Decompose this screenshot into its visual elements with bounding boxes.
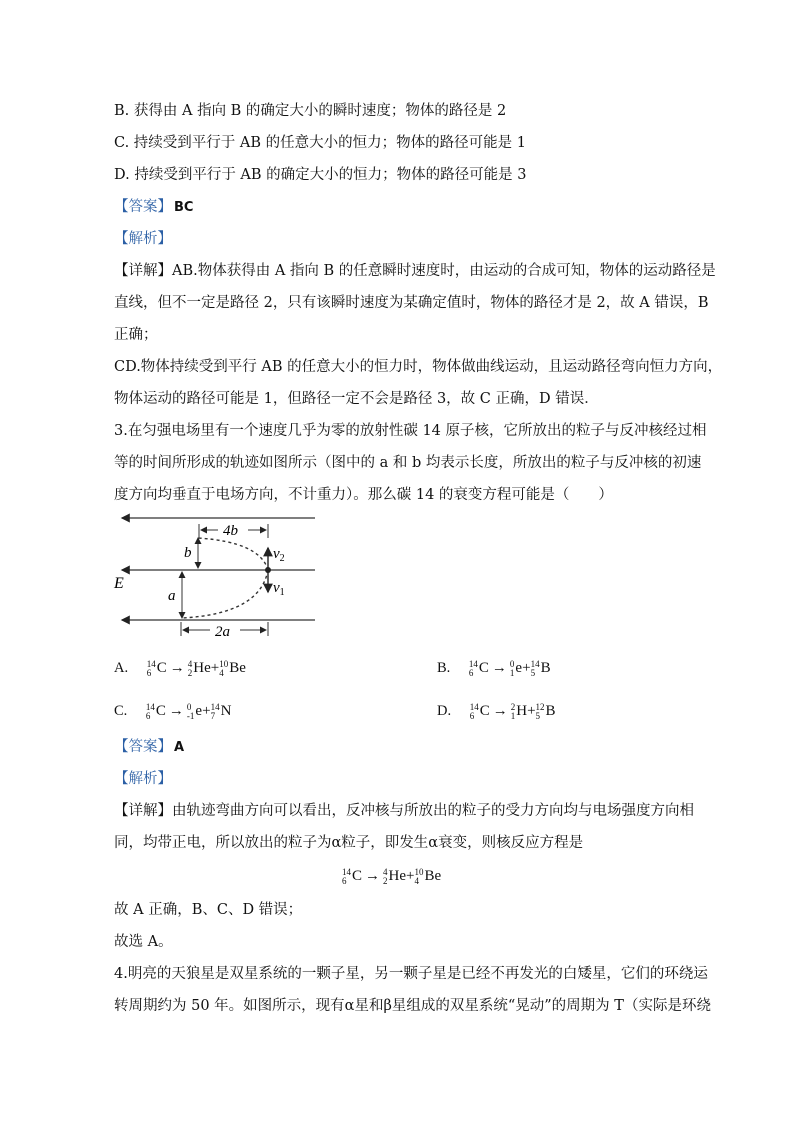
answer-value: BC bbox=[174, 200, 194, 215]
detail-1-line-5: 物体运动的路径可能是 1，但路径一定不会是路径 3，故 C 正确，D 错误． bbox=[114, 391, 599, 407]
detail-2-line-3: 故 A 正确，B、C、D 错误； bbox=[114, 902, 303, 918]
label-E: E bbox=[114, 575, 124, 592]
answer-tag: 【答案】 bbox=[114, 199, 172, 215]
answer-1 bbox=[114, 197, 193, 218]
equation-c: 14 6 C → 0 -1 e+ 14 7 N bbox=[145, 701, 232, 721]
option-3b: B. 14 6 C → 0 1 e+ 14 5 B bbox=[437, 658, 551, 678]
decay-equation: 14 6 C → 4 2 He+ 10 4 Be bbox=[342, 866, 442, 886]
analysis-2-tag bbox=[114, 769, 172, 789]
detail-tag: 【详解】 bbox=[114, 803, 172, 819]
detail-1-line-4: CD.物体持续受到平行 AB 的任意大小的恒力时，物体做曲线运动，且运动路径弯向恒力方向， bbox=[114, 359, 723, 375]
label-b: b bbox=[184, 545, 192, 561]
detail-2-line-1 bbox=[114, 801, 694, 821]
dim-2a-label: 2a bbox=[215, 624, 230, 640]
question-3-line-1: 3.在匀强电场里有一个速度几乎为零的放射性碳 14 原子核，它所放出的粒子与反冲核经过相 bbox=[114, 423, 707, 439]
detail-tag: 【详解】 bbox=[114, 263, 172, 279]
option-3c: C. 14 6 C → 0 -1 e+ 14 7 N bbox=[114, 701, 232, 721]
answer-2 bbox=[114, 737, 184, 758]
answer-value: A bbox=[174, 740, 185, 755]
label-a: a bbox=[168, 588, 176, 604]
equation-d: 14 6 C → 2 1 H+ 12 5 B bbox=[469, 701, 556, 721]
option-3d: D. 14 6 C → 2 1 H+ 12 5 B bbox=[437, 701, 556, 721]
trajectory-upper bbox=[198, 538, 268, 570]
equation-a: 14 6 C → 4 2 He+ 10 4 Be bbox=[146, 658, 246, 678]
detail-1-line-3: 正确； bbox=[114, 327, 158, 343]
detail-1-line-2: 直线，但不一定是路径 2，只有该瞬时速度为某确定值时，物体的路径才是 2，故 A 错误，B bbox=[114, 295, 709, 311]
answer-tag: 【答案】 bbox=[114, 739, 172, 755]
option-b-line: B. 获得由 A 指向 B 的确定大小的瞬时速度；物体的路径是 2 bbox=[114, 103, 507, 119]
detail-1-line-1 bbox=[114, 261, 716, 281]
trajectory-lower bbox=[182, 570, 268, 618]
label-v2: $v_2$ bbox=[273, 546, 285, 564]
centered-equation bbox=[342, 866, 441, 886]
detail-text: AB.物体获得由 A 指向 B 的任意瞬时速度时，由运动的合成可知，物体的运动路径是 bbox=[172, 263, 716, 279]
analysis-1-tag bbox=[114, 229, 172, 249]
question-3-line-3: 度方向均垂直于电场方向，不计重力）。那么碳 14 的衰变方程可能是（ ） bbox=[114, 487, 613, 503]
option-c-line: C. 持续受到平行于 AB 的任意大小的恒力；物体的路径可能是 1 bbox=[114, 135, 526, 151]
detail-text: 由轨迹弯曲方向可以看出，反冲核与所放出的粒子的受力方向均与电场强度方向相 bbox=[172, 803, 694, 819]
dim-4b-label: 4b bbox=[223, 523, 238, 539]
trajectory-figure bbox=[110, 508, 325, 648]
analysis-tag: 【解析】 bbox=[114, 771, 172, 787]
label-v1: $v_1$ bbox=[273, 580, 285, 598]
option-3a: A. 14 6 C → 4 2 He+ 10 4 Be bbox=[114, 658, 246, 678]
analysis-tag: 【解析】 bbox=[114, 231, 172, 247]
question-4-line-2: 转周期约为 50 年。如图所示，现有α星和β星组成的双星系统“晃动”的周期为 T（实际是环绕 bbox=[114, 998, 711, 1014]
question-4-line-1: 4.明亮的天狼星是双星系统的一颗子星，另一颗子星是已经不再发光的白矮星，它们的环绕运 bbox=[114, 966, 708, 982]
option-d-line: D. 持续受到平行于 AB 的确定大小的恒力；物体的路径可能是 3 bbox=[114, 167, 527, 183]
detail-2-line-4: 故选 A。 bbox=[114, 934, 173, 950]
equation-b: 14 6 C → 0 1 e+ 14 5 B bbox=[468, 658, 551, 678]
question-3-line-2: 等的时间所形成的轨迹如图所示（图中的 a 和 b 均表示长度，所放出的粒子与反冲核的初速 bbox=[114, 455, 702, 471]
detail-2-line-2: 同，均带正电，所以放出的粒子为α粒子，即发生α衰变，则核反应方程是 bbox=[114, 835, 584, 851]
